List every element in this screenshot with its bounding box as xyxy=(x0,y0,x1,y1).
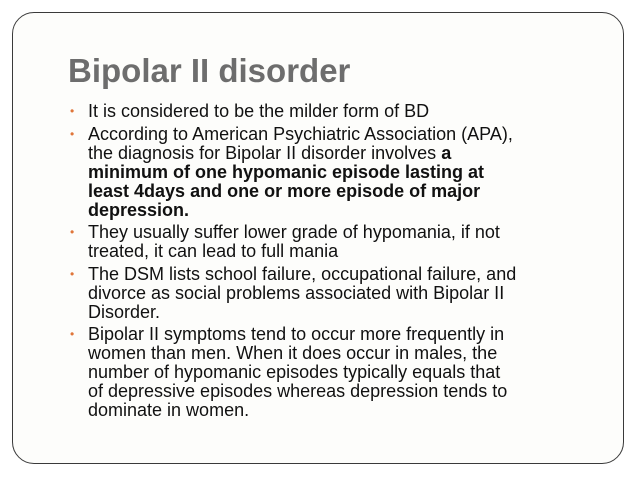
bullet-item xyxy=(70,223,610,261)
bullet-line xyxy=(88,125,610,144)
bullet-text: They usually suffer lower grade of hypomania, if not xyxy=(88,222,500,242)
bullet-text: divorce as social problems associated with Bipolar II xyxy=(88,282,505,303)
bullet-bold-text: depression. xyxy=(88,199,190,220)
bullet-line xyxy=(88,182,610,201)
bullet-line xyxy=(88,242,610,261)
bullet-line xyxy=(88,325,610,344)
bullet-line xyxy=(88,102,610,121)
bullet-text: the diagnosis for Bipolar II disorder involves xyxy=(88,142,442,163)
bullet-text: number of hypomanic episodes typically equals that xyxy=(88,362,501,382)
bullet-bold-text: a xyxy=(441,142,452,163)
bullet-line xyxy=(88,344,610,363)
bullet-icon: • xyxy=(70,266,75,281)
bullet-text: of depressive episodes whereas depression tends to xyxy=(88,381,508,401)
bullet-line xyxy=(88,144,610,163)
bullet-item xyxy=(70,125,610,220)
slide-title: Bipolar II disorder xyxy=(68,52,351,89)
bullet-icon: • xyxy=(70,126,75,141)
bullet-bold-text: minimum of one hypomanic episode lasting at xyxy=(88,161,485,182)
bullet-line xyxy=(88,163,610,182)
bullet-text: According to American Psychiatric Association (APA), xyxy=(88,123,513,144)
bullet-bold-text: least 4days and one or more episode of major xyxy=(88,180,481,201)
bullet-icon: • xyxy=(70,104,75,118)
bullet-line xyxy=(88,401,610,420)
bullet-line xyxy=(88,363,610,382)
bullet-item xyxy=(70,325,610,420)
bullet-line xyxy=(88,201,610,220)
bullet-line xyxy=(88,284,610,303)
bullet-item xyxy=(70,265,610,322)
bullet-text: The DSM lists school failure, occupational failure, and xyxy=(88,263,517,284)
bullet-icon: • xyxy=(70,327,75,341)
bullet-line xyxy=(88,223,610,242)
bullet-text: Disorder. xyxy=(88,301,161,322)
bullet-text: women than men. When it does occur in males, the xyxy=(88,343,498,363)
bullet-text: dominate in women. xyxy=(88,400,250,420)
bullet-line xyxy=(88,303,610,322)
bullet-text: Bipolar II symptoms tend to occur more frequently in xyxy=(88,324,505,344)
bullet-text: treated, it can lead to full mania xyxy=(88,241,339,261)
bullet-list xyxy=(70,102,610,424)
bullet-line xyxy=(88,265,610,284)
bullet-line xyxy=(88,382,610,401)
bullet-icon: • xyxy=(70,225,75,239)
bullet-item xyxy=(70,102,610,121)
bullet-text: It is considered to be the milder form of BD xyxy=(88,101,430,121)
